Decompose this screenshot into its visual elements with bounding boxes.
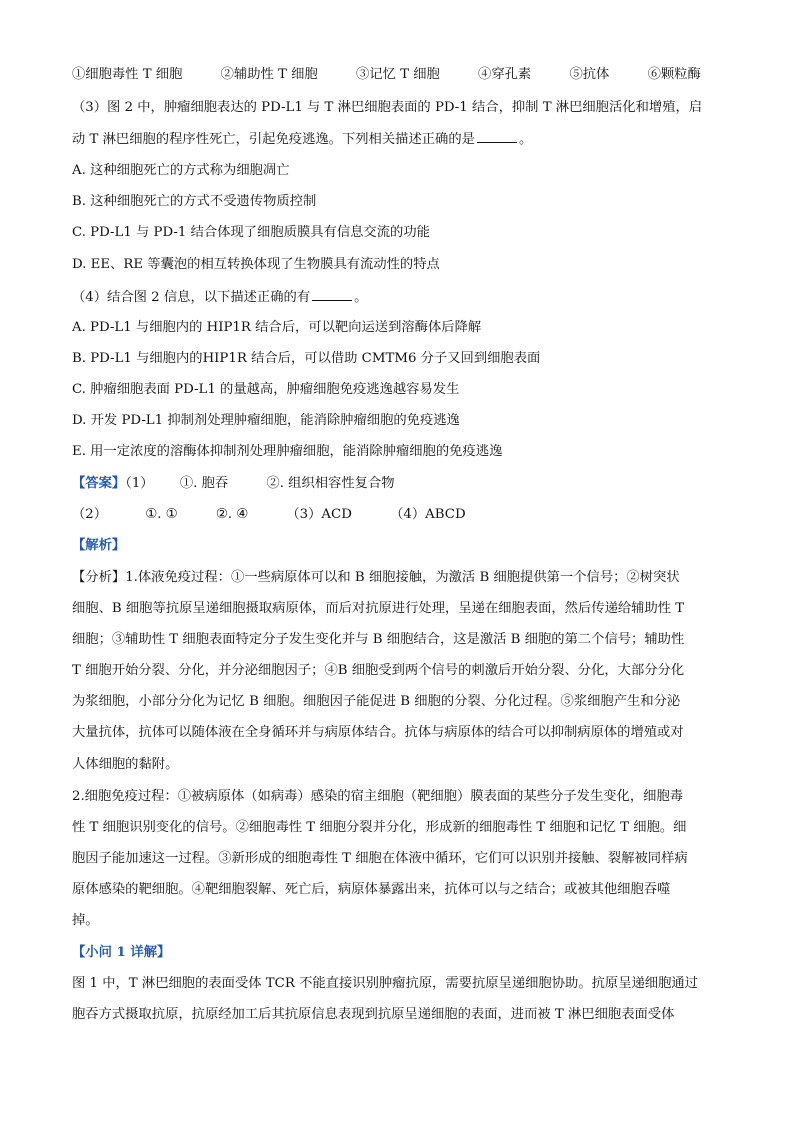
analysis-line: 性 T 细胞识别变化的信号。②细胞毒性 T 细胞分裂并分化，形成新的细胞毒性 T 细胞和记忆 T 细胞。细	[72, 820, 687, 835]
answer-line-1: 【答案】（1） ①. 胞吞 ②. 组织相容性复合物	[72, 476, 395, 491]
analysis-line: 为浆细胞，小部分分化为记忆 B 细胞。细胞因子能促进 B 细胞的分裂、分化过程。⑤浆细胞产生和分泌	[72, 694, 681, 709]
q3-option-b: B. 这种细胞死亡的方式不受遗传物质控制	[72, 194, 317, 209]
q4-option-c: C. 肿瘤细胞表面 PD-L1 的量越高，肿瘤细胞免疫逃逸越容易发生	[72, 382, 460, 397]
analysis-line: T 细胞开始分裂、分化，并分泌细胞因子；④B 细胞受到两个信号的刺激后开始分裂、分化，大部分分化	[72, 663, 685, 678]
analysis-line: 细胞、B 细胞等抗原呈递细胞摄取病原体，而后对抗原进行处理，呈递在细胞表面，然后传递给辅助性 T	[72, 601, 685, 616]
answer-line-2: （2） ①. ① ②. ④ （3）ACD （4）ABCD	[72, 507, 466, 522]
analysis-line: 2.细胞免疫过程：①被病原体（如病毒）感染的宿主细胞（靶细胞）膜表面的某些分子发生变化，细胞毒	[72, 789, 684, 804]
analysis-line: 掉。	[72, 913, 99, 928]
options-line	[72, 66, 722, 84]
sub1-line: 图 1 中，T 淋巴细胞的表面受体 TCR 不能直接识别肿瘤抗原，需要抗原呈递细胞协助。抗原呈递细胞通过	[72, 976, 698, 991]
q4-option-a: A. PD-L1 与细胞内的 HIP1R 结合后，可以靶向运送到溶酶体后降解	[72, 320, 482, 335]
option-3: ③记忆 T 细胞	[355, 67, 440, 82]
analysis-line: 胞因子能加速这一过程。③新形成的细胞毒性 T 细胞在体液中循环，它们可以识别并接触、裂解被同样病	[72, 851, 688, 866]
answer-blank	[312, 288, 352, 301]
q3-stem-line-2: 动 T 淋巴细胞的程序性死亡，引起免疫逃逸。下列相关描述正确的是 。	[72, 132, 533, 147]
q3-option-a: A. 这种细胞死亡的方式称为细胞凋亡	[72, 163, 290, 178]
option-4: ④穿孔素	[478, 67, 532, 82]
q4-option-e: E. 用一定浓度的溶酶体抑制剂处理肿瘤细胞，能消除肿瘤细胞的免疫逃逸	[72, 444, 503, 459]
analysis-line: 原体感染的靶细胞。④靶细胞裂解、死亡后，病原体暴露出来，抗体可以与之结合；或被其他细胞吞噬	[72, 882, 671, 897]
sub-question-1-label: 【小问 1 详解】	[72, 945, 171, 960]
analysis-label: 【解析】	[72, 538, 126, 553]
q3-stem-line-1: （3）图 2 中，肿瘤细胞表达的 PD-L1 与 T 淋巴细胞表面的 PD-1 结合，抑制 T 淋巴细胞活化和增殖，启	[72, 100, 703, 115]
q3-option-c: C. PD-L1 与 PD-1 结合体现了细胞质膜具有信息交流的功能	[72, 225, 430, 240]
analysis-line: 大量抗体，抗体可以随体液在全身循环并与病原体结合。抗体与病原体的结合可以抑制病原体的增殖或对	[72, 725, 684, 740]
option-1: ①细胞毒性 T 细胞	[72, 67, 183, 82]
analysis-line: 【分析】1.体液免疫过程：①一些病原体可以和 B 细胞接触，为激活 B 细胞提供第一个信号；②树突状	[72, 570, 680, 585]
answer-blank	[477, 130, 517, 143]
option-2: ②辅助性 T 细胞	[220, 67, 318, 82]
option-6: ⑥颗粒酶	[647, 67, 701, 82]
q3-option-d: D. EE、RE 等囊泡的相互转换体现了生物膜具有流动性的特点	[72, 257, 440, 272]
sub1-line: 胞吞方式摄取抗原，抗原经加工后其抗原信息表现到抗原呈递细胞的表面，进而被 T 淋巴细胞表面受体	[72, 1007, 675, 1022]
option-5: ⑤抗体	[569, 67, 610, 82]
q4-option-b: B. PD-L1 与细胞内的HIP1R 结合后，可以借助 CMTM6 分子又回到细胞表面	[72, 351, 541, 366]
q4-option-d: D. 开发 PD-L1 抑制剂处理肿瘤细胞，能消除肿瘤细胞的免疫逃逸	[72, 413, 460, 428]
analysis-line: 细胞；③辅助性 T 细胞表面特定分子发生变化并与 B 细胞结合，这是激活 B 细胞的第二个信号；辅助性	[72, 632, 685, 647]
analysis-line: 人体细胞的黏附。	[72, 757, 179, 772]
q4-stem: （4）结合图 2 信息，以下描述正确的有 。	[72, 290, 368, 305]
answer-label: 【答案】	[72, 476, 126, 491]
